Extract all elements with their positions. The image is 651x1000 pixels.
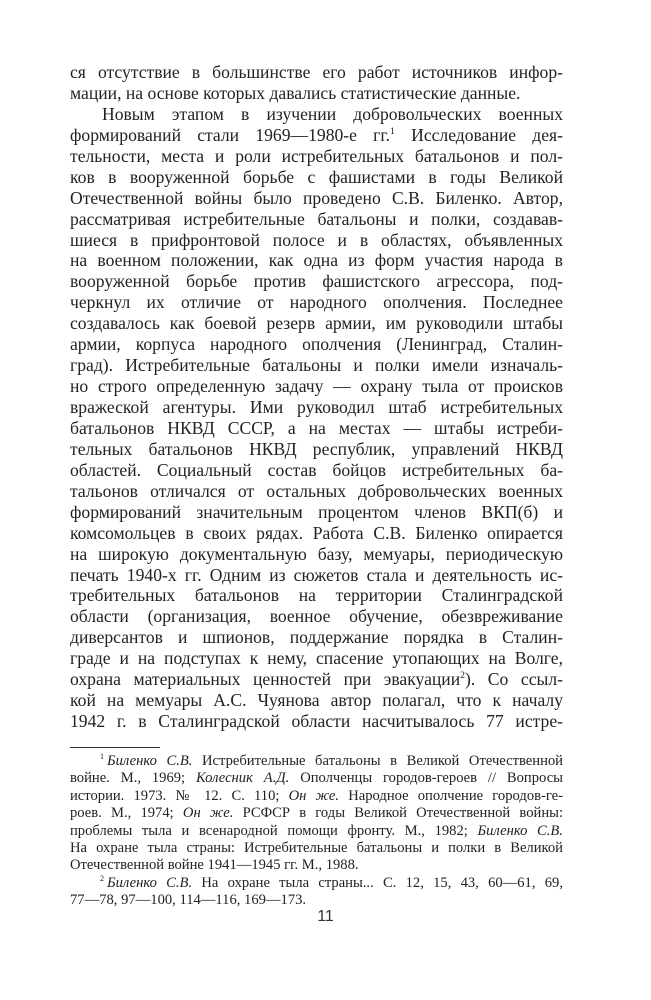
footnote-author: Биленко С.В.: [107, 753, 193, 769]
footnote-number: 2: [100, 873, 105, 883]
text-fragment: ). Со ссыл-: [464, 669, 563, 690]
footnote-separator: [70, 747, 160, 748]
text-line: на военном положении, как одна из форм участия народа в: [70, 250, 563, 271]
text-line: кой на мемуары А.С. Чуянова автор полагал, что к началу: [70, 690, 563, 711]
footnote-text: Истребительные батальоны в Великой Отечественной: [192, 753, 563, 769]
text-line: Новым этапом в изучении добровольческих военных: [102, 103, 563, 124]
text-line: вооруженной борьбе против фашистского агрессора, под-: [70, 271, 563, 292]
footnote-text: Ополченцы городов-героев // Вопросы: [289, 770, 563, 787]
text-line: вражеской агентуры. Ими руководил штаб истребительных: [70, 397, 563, 417]
footnote-line: [70, 805, 563, 822]
text-line: формирований значительным процентом членов ВКП(б) и: [70, 501, 563, 522]
footnote-line: [70, 788, 563, 805]
footnote-line: [70, 857, 563, 874]
footnote-author: Он же.: [288, 787, 340, 804]
footnote-text: роев. М., 1974;: [70, 805, 183, 822]
text-line: тельности, места и роли истребительных батальонов и пол-: [70, 145, 563, 166]
text-line: ков в вооруженной борьбе с фашистами в годы Великой: [70, 166, 563, 187]
text-fragment: формирований стали 1969—1980-е гг.: [70, 124, 391, 145]
main-text: [70, 62, 563, 732]
text-fragment: Исследование дея-: [411, 124, 563, 145]
footnote-number: 1: [100, 751, 105, 761]
text-line: град). Истребительные батальоны и полки имели изначаль-: [70, 355, 563, 376]
footnote-author: Колесник А.Д.: [196, 770, 290, 787]
footnote-text: войне. М., 1969;: [70, 770, 196, 787]
text-line: области (организация, военное обучение, обезвреживание: [70, 606, 563, 627]
footnote-text: На охране тыла страны... С. 12, 15, 43, 60—61, 69,: [192, 874, 563, 891]
footnote-text: истории. 1973. № 12. С. 110;: [70, 787, 289, 804]
text-line: мации, на основе которых давались статистические данные.: [70, 82, 521, 103]
text-line: комсомольцев в своих рядах. Работа С.В. Биленко опирается: [70, 522, 563, 543]
text-line: областей. Социальный состав бойцов истребительных ба-: [70, 459, 563, 480]
footnote-text: На охране тыла страны: Истребительные батальоны и полки в Великой: [70, 839, 563, 856]
text-line: рассматривая истребительные батальоны и полки, создавав-: [70, 208, 563, 229]
text-line: [70, 669, 563, 690]
footnote-ref-2[interactable]: 2: [460, 669, 465, 681]
text-fragment: охрана материальных ценностей при эвакуации: [70, 669, 461, 690]
text-line: но строго определенную задачу — охрану тыла от происков: [70, 376, 563, 397]
text-line: черкнул их отличие от народного ополчения. Последнее: [70, 292, 563, 313]
text-line: батальонов НКВД СССР, а на местах — штабы истреби-: [70, 417, 563, 438]
footnote-text: 77—78, 97—100, 114—116, 169—173.: [70, 892, 307, 909]
text-line: ся отсутствие в большинстве его работ источников инфор-: [70, 62, 563, 82]
footnote-author: Биленко С.В.: [107, 874, 193, 891]
text-line: граде и на подступах к нему, спасение утопающих на Волге,: [70, 648, 563, 669]
text-line: армии, корпуса народного ополчения (Ленинград, Сталин-: [70, 334, 563, 355]
footnote-text: Народное ополчение городов-ге-: [339, 787, 563, 804]
text-line: требительных батальонов на территории Сталинградской: [70, 585, 563, 606]
text-line: Отечественной войны было проведено С.В. Биленко. Автор,: [70, 187, 563, 208]
footnote-line: [70, 823, 563, 840]
footnote-line: [70, 753, 563, 770]
footnote-line: [70, 770, 563, 787]
text-line: диверсантов и шпионов, поддержание порядка в Сталин-: [70, 627, 563, 648]
text-line: создавалось как боевой резерв армии, им руководили штабы: [70, 313, 563, 334]
text-line: [70, 125, 563, 146]
footnote-line: [70, 840, 563, 857]
footnotes: [70, 753, 563, 910]
footnote-line: [70, 892, 563, 909]
page-number: 11: [317, 908, 334, 925]
text-line: на широкую документальную базу, мемуары, периодическую: [70, 543, 563, 564]
footnote-line: [70, 875, 563, 892]
text-line: печать 1940-х гг. Одним из сюжетов стала и деятельность ис-: [70, 564, 563, 585]
footnote-author: Он же.: [182, 805, 234, 822]
footnote-text: проблемы тыла и всенародной помощи фронту. М., 1982;: [70, 822, 478, 839]
text-line: тельных батальонов НКВД республик, управлений НКВД: [70, 438, 563, 459]
text-line: тальонов отличался от остальных добровольческих военных: [70, 480, 563, 501]
footnote-text: РСФСР в годы Великой Отечественной войны:: [233, 805, 564, 822]
text-line: 1942 г. в Сталинградской области насчитывалось 77 истре-: [70, 711, 563, 732]
footnote-ref-1[interactable]: 1: [390, 125, 395, 137]
text-line: шиеся в прифронтовой полосе и в областях, объявленных: [70, 229, 563, 250]
footnote-text: Отечественной войне 1941—1945 гг. М., 1988.: [70, 857, 359, 874]
footnote-author: Биленко С.В.: [477, 822, 563, 839]
